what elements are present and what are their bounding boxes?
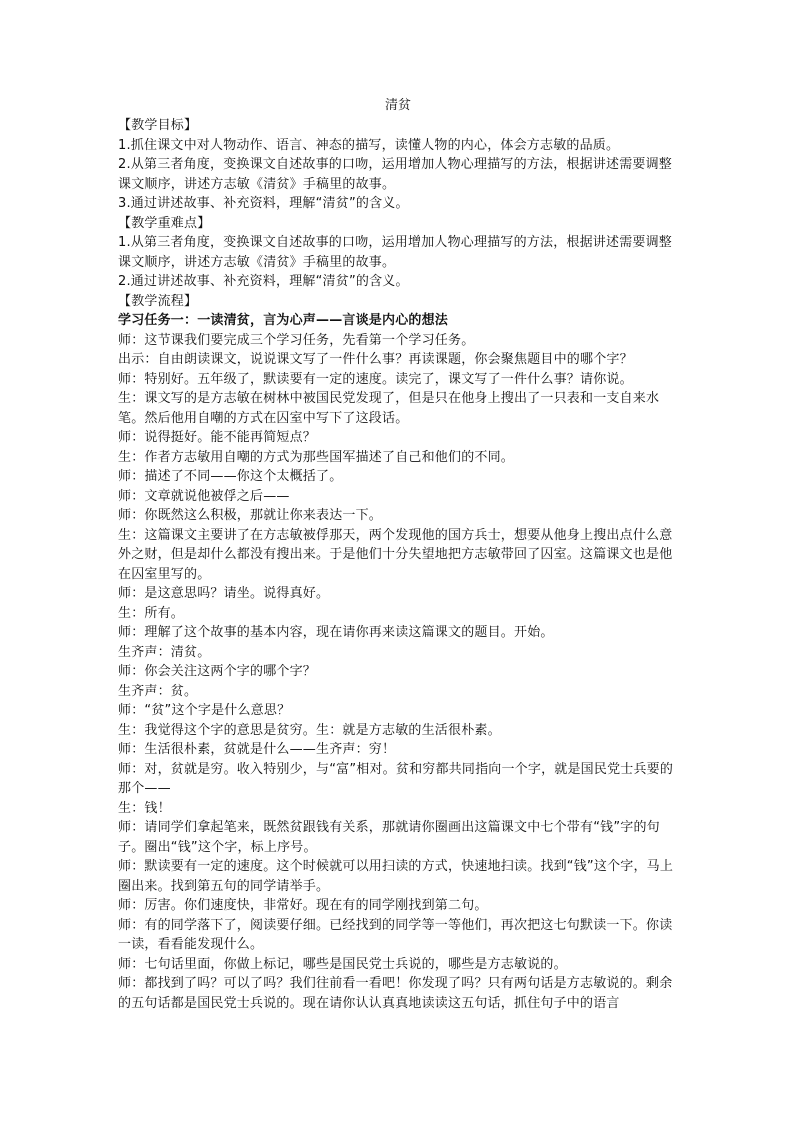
text-paragraph: 2.从第三者角度，变换课文自述故事的口吻，运用增加人物心理描写的方法，根据讲述需要调整课文顺序，讲述方志敏《清贫》手稿里的故事。 bbox=[118, 157, 673, 192]
text-paragraph: 生：作者方志敏用自嘲的方式为那些国军描述了自己和他们的不同。 bbox=[118, 449, 515, 465]
text-paragraph: 【教学流程】 bbox=[118, 293, 198, 309]
text-paragraph: 师：你既然这么积极，那就让你来表达一下。 bbox=[118, 508, 383, 523]
text-paragraph: 生：课文写的是方志敏在树林中被国民党发现了，但是只在他身上搜出了一只表和一支自来水笔。然后他用自嘲的方式在囚室中写下了这段话。 bbox=[118, 391, 660, 426]
document-page bbox=[118, 96, 678, 1013]
document-title: 清贫 bbox=[384, 98, 411, 113]
text-paragraph: 师：这节课我们要完成三个学习任务，先看第一个学习任务。 bbox=[118, 332, 475, 348]
text-paragraph: 师：特别好。五年级了，默读要有一定的速度。读完了，课文写了一件什么事？请你说。 bbox=[118, 371, 633, 387]
text-paragraph: 师：文章就说他被俘之后—— bbox=[118, 488, 290, 504]
text-paragraph: 师：描述了不同——你这个太概括了。 bbox=[118, 469, 343, 484]
text-paragraph: 师：你会关注这两个字的哪个字？ bbox=[118, 664, 317, 679]
text-paragraph: 【教学目标】 bbox=[118, 118, 198, 133]
text-paragraph: 生：我觉得这个字的意思是贫穷。生：就是方志敏的生活很朴素。 bbox=[118, 722, 501, 738]
text-paragraph: 1.从第三者角度，变换课文自述故事的口吻，运用增加人物心理描写的方法，根据讲述需要调整课文顺序，讲述方志敏《清贫》手稿里的故事。 bbox=[118, 235, 673, 270]
text-paragraph: 师：生活很朴素，贫就是什么——生齐声：穷！ bbox=[118, 742, 396, 757]
text-paragraph: 师：理解了这个故事的基本内容，现在请你再来读这篇课文的题目。开始。 bbox=[118, 625, 554, 640]
text-paragraph: 1.抓住课文中对人物动作、语言、神态的描写，读懂人物的内心，体会方志敏的品质。 bbox=[118, 137, 620, 153]
text-paragraph: 师：七句话里面，你做上标记，哪些是国民党士兵说的，哪些是方志敏说的。 bbox=[118, 956, 567, 972]
text-paragraph: 生：这篇课文主要讲了在方志敏被俘那天，两个发现他的国方兵士，想要从他身上搜出点什么意外之财，但是却什么都没有搜出来。于是他们十分失望地把方志敏带回了囚室。这篇课文也是他在囚室里写的。 bbox=[118, 527, 673, 582]
text-paragraph: 【教学重难点】 bbox=[118, 215, 211, 231]
text-paragraph: 师：厉害。你们速度快，非常好。现在有的同学刚找到第二句。 bbox=[118, 898, 488, 913]
text-paragraph: 生：钱！ bbox=[118, 800, 171, 816]
text-paragraph: 师：是这意思吗？请坐。说得真好。 bbox=[118, 586, 330, 601]
text-paragraph: 生齐声：贫。 bbox=[118, 683, 198, 699]
section-heading: 学习任务一：一读清贫，言为心声——言谈是内心的想法 bbox=[118, 313, 449, 328]
text-paragraph: 2.通过讲述故事、补充资料，理解“清贫”的含义。 bbox=[118, 274, 409, 289]
text-paragraph: 师：说得挺好。能不能再简短点？ bbox=[118, 430, 317, 445]
text-paragraph: 师：默读要有一定的速度。这个时候就可以用扫读的方式，快速地扫读。找到“钱”这个字，马上圈出来。找到第五句的同学请举手。 bbox=[118, 859, 674, 894]
text-paragraph: 3.通过讲述故事、补充资料，理解“清贫”的含义。 bbox=[118, 196, 409, 211]
text-paragraph: 师：对，贫就是穷。收入特别少，与“富”相对。贫和穷都共同指向一个字，就是国民党士兵要的那个—— bbox=[118, 761, 674, 796]
text-paragraph: 生齐声：清贫。 bbox=[118, 644, 211, 660]
text-paragraph: 师：有的同学落下了，阅读要仔细。已经找到的同学等一等他们，再次把这七句默读一下。你读一读，看看能发现什么。 bbox=[118, 917, 673, 952]
text-paragraph: 师：请同学们拿起笔来，既然贫跟钱有关系，那就请你圈画出这篇课文中七个带有“钱”字的句子。圈出“钱”这个字，标上序号。 bbox=[118, 820, 660, 855]
text-paragraph: 生：所有。 bbox=[118, 605, 185, 621]
text-paragraph: 出示：自由朗读课文，说说课文写了一件什么事？再读课题，你会聚焦题目中的哪个字？ bbox=[118, 352, 633, 367]
document-body bbox=[118, 116, 678, 1013]
text-paragraph: 师：“贫”这个字是什么意思？ bbox=[118, 703, 291, 718]
text-paragraph: 师：都找到了吗？可以了吗？我们往前看一看吧！你发现了吗？只有两句话是方志敏说的。剩余的五句话都是国民党士兵说的。现在请你认认真真地读读这五句话，抓住句子中的语言 bbox=[118, 976, 673, 1011]
